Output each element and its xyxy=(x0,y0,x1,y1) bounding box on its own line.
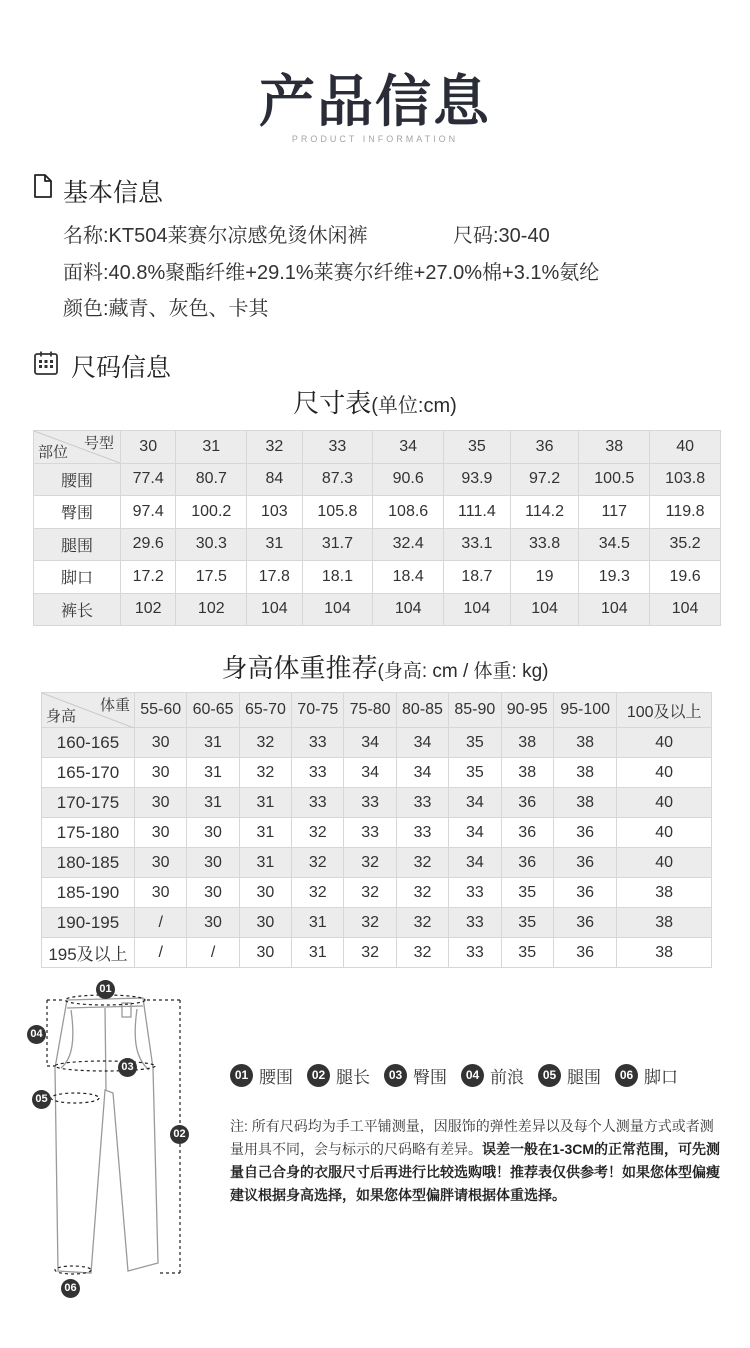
table-cell: 17.8 xyxy=(247,561,302,594)
table-cell: 30 xyxy=(135,848,187,878)
height-row-label: 185-190 xyxy=(42,878,135,908)
legend-number-badge: 01 xyxy=(230,1064,253,1087)
table-cell: 30 xyxy=(187,908,239,938)
table-cell: 34 xyxy=(396,728,448,758)
table-cell: 33 xyxy=(396,788,448,818)
table-cell: 18.7 xyxy=(444,561,511,594)
table-cell: 36 xyxy=(553,908,616,938)
size-column-header: 33 xyxy=(302,431,373,464)
table-cell: 35.2 xyxy=(650,528,721,561)
recommend-title xyxy=(0,648,750,685)
size-column-header: 35 xyxy=(444,431,511,464)
table-cell: / xyxy=(187,938,239,968)
table-cell: 38 xyxy=(553,788,616,818)
table-row xyxy=(42,938,712,968)
table-cell: 33.8 xyxy=(510,528,579,561)
table-cell: 33 xyxy=(449,908,501,938)
corner-top-label: 号型 xyxy=(83,435,114,452)
pants-outline-icon xyxy=(25,978,195,1298)
table-cell: 36 xyxy=(553,848,616,878)
table-cell: 32 xyxy=(396,848,448,878)
legend-label: 前浪 xyxy=(490,1068,524,1087)
weight-column-header: 75-80 xyxy=(344,693,396,728)
table-cell: 104 xyxy=(650,593,721,626)
table-cell: 34 xyxy=(449,788,501,818)
size-column-header: 32 xyxy=(247,431,302,464)
size-column-header: 40 xyxy=(650,431,721,464)
table-cell: 30 xyxy=(135,818,187,848)
table-cell: 31 xyxy=(187,788,239,818)
note-normal-text: 注: 所有尺码均为手工平铺测量，因服饰的弹性差异以及每个人测量方式或者测量用具不同，会与标示的尺码略有差异。 xyxy=(230,1118,714,1157)
diagram-label-03: 03 xyxy=(118,1058,137,1077)
table-row xyxy=(42,878,712,908)
pants-measurement-diagram xyxy=(25,978,195,1298)
product-colors: 颜色:藏青、灰色、卡其 xyxy=(63,298,269,320)
size-table-title-text: 尺寸表 xyxy=(293,388,372,418)
legend-item xyxy=(615,1063,678,1088)
height-row-label: 180-185 xyxy=(42,848,135,878)
table-cell: 36 xyxy=(553,938,616,968)
size-info-heading: 尺码信息 xyxy=(71,354,172,382)
table-cell: 38 xyxy=(617,938,712,968)
table-cell: 114.2 xyxy=(510,496,579,529)
weight-column-header: 70-75 xyxy=(292,693,344,728)
row-label: 脚口 xyxy=(34,561,121,594)
recommend-table-corner xyxy=(42,693,135,728)
table-cell: 117 xyxy=(579,496,650,529)
table-cell: 35 xyxy=(501,938,553,968)
legend-label: 腰围 xyxy=(259,1068,293,1087)
table-cell: 30 xyxy=(135,728,187,758)
table-cell: 31 xyxy=(247,528,302,561)
table-cell: 32 xyxy=(292,818,344,848)
table-cell: 33 xyxy=(396,818,448,848)
table-cell: 32 xyxy=(344,938,396,968)
table-cell: 87.3 xyxy=(302,463,373,496)
table-cell: 32 xyxy=(396,908,448,938)
weight-column-header: 80-85 xyxy=(396,693,448,728)
table-cell: 31 xyxy=(187,728,239,758)
legend-item xyxy=(384,1063,447,1088)
row-label: 裤长 xyxy=(34,593,121,626)
table-cell: 38 xyxy=(501,758,553,788)
table-cell: 30 xyxy=(187,878,239,908)
legend-item xyxy=(230,1063,293,1088)
page-title: 产品信息 xyxy=(259,70,491,133)
size-table-unit: (单位:cm) xyxy=(371,395,457,417)
table-cell: 19 xyxy=(510,561,579,594)
size-column-header: 36 xyxy=(510,431,579,464)
basic-info-heading: 基本信息 xyxy=(63,179,164,207)
diagram-label-02: 02 xyxy=(170,1125,189,1144)
measurement-legend xyxy=(230,1063,750,1088)
product-fabric: 面料:40.8%聚酯纤维+29.1%莱赛尔纤维+27.0%棉+3.1%氨纶 xyxy=(63,262,600,284)
corner-bottom-label: 部位 xyxy=(38,443,69,461)
diagram-label-01: 01 xyxy=(96,980,115,999)
table-cell: 17.2 xyxy=(121,561,176,594)
table-cell: 32 xyxy=(239,758,291,788)
table-cell: / xyxy=(135,908,187,938)
table-cell: 34 xyxy=(449,848,501,878)
legend-item xyxy=(538,1063,601,1088)
legend-label: 脚口 xyxy=(644,1068,678,1087)
table-cell: 104 xyxy=(579,593,650,626)
recommend-title-text: 身高体重推荐 xyxy=(221,653,378,683)
recommend-table xyxy=(41,692,712,968)
table-cell: 34 xyxy=(449,818,501,848)
table-cell: 38 xyxy=(617,908,712,938)
table-cell: 36 xyxy=(553,878,616,908)
table-cell: 35 xyxy=(449,728,501,758)
weight-column-header: 65-70 xyxy=(239,693,291,728)
table-cell: 40 xyxy=(617,728,712,758)
diagram-label-04: 04 xyxy=(27,1025,46,1044)
legend-item xyxy=(307,1063,370,1088)
height-row-label: 190-195 xyxy=(42,908,135,938)
table-cell: 31 xyxy=(187,758,239,788)
product-name: 名称:KT504莱赛尔凉感免烫休闲裤 xyxy=(63,225,368,247)
table-cell: 31 xyxy=(239,848,291,878)
weight-column-header: 100及以上 xyxy=(617,693,712,728)
size-table-header-row xyxy=(34,431,721,464)
table-cell: 33.1 xyxy=(444,528,511,561)
table-cell: 31 xyxy=(292,938,344,968)
weight-column-header: 55-60 xyxy=(135,693,187,728)
row-label: 臀围 xyxy=(34,496,121,529)
table-cell: 32 xyxy=(396,878,448,908)
row-label: 腿围 xyxy=(34,528,121,561)
table-cell: 97.4 xyxy=(121,496,176,529)
table-cell: 38 xyxy=(617,878,712,908)
table-cell: 32.4 xyxy=(373,528,444,561)
table-cell: 32 xyxy=(239,728,291,758)
table-cell: 36 xyxy=(501,818,553,848)
table-cell: 108.6 xyxy=(373,496,444,529)
weight-column-header: 95-100 xyxy=(553,693,616,728)
table-cell: 103.8 xyxy=(650,463,721,496)
table-cell: 80.7 xyxy=(176,463,247,496)
table-row xyxy=(42,818,712,848)
table-cell: 30 xyxy=(187,818,239,848)
table-row xyxy=(34,496,721,529)
table-cell: 32 xyxy=(344,878,396,908)
table-cell: 104 xyxy=(373,593,444,626)
height-row-label: 165-170 xyxy=(42,758,135,788)
table-cell: 35 xyxy=(501,908,553,938)
size-column-header: 34 xyxy=(373,431,444,464)
size-column-header: 31 xyxy=(176,431,247,464)
table-cell: 40 xyxy=(617,848,712,878)
table-cell: 32 xyxy=(396,938,448,968)
table-cell: 36 xyxy=(553,818,616,848)
table-cell: 104 xyxy=(444,593,511,626)
height-row-label: 195及以上 xyxy=(42,938,135,968)
weight-column-header: 60-65 xyxy=(187,693,239,728)
table-row xyxy=(42,908,712,938)
table-cell: 31 xyxy=(239,788,291,818)
table-cell: 38 xyxy=(553,728,616,758)
note-bold-text: 误差一般在1-3CM的正常范围，可先测量自己合身的衣服尺寸后再进行比较选购哦！推荐表仅供参考！如果您体型偏瘦建议根据身高选择，如果您体型偏胖请根据体重选择。 xyxy=(230,1141,721,1203)
table-cell: 32 xyxy=(292,848,344,878)
table-row xyxy=(42,788,712,818)
table-cell: 36 xyxy=(501,788,553,818)
table-row xyxy=(42,758,712,788)
legend-number-badge: 02 xyxy=(307,1064,330,1087)
table-cell: 38 xyxy=(501,728,553,758)
height-row-label: 170-175 xyxy=(42,788,135,818)
table-cell: 31 xyxy=(239,818,291,848)
table-cell: 103 xyxy=(247,496,302,529)
table-cell: 119.8 xyxy=(650,496,721,529)
table-cell: 33 xyxy=(344,818,396,848)
table-cell: 35 xyxy=(449,758,501,788)
size-table-title xyxy=(0,383,750,420)
table-cell: 30 xyxy=(239,938,291,968)
table-cell: 102 xyxy=(176,593,247,626)
size-column-header: 38 xyxy=(579,431,650,464)
weight-column-header: 90-95 xyxy=(501,693,553,728)
legend-label: 腿长 xyxy=(336,1068,370,1087)
legend-number-badge: 04 xyxy=(461,1064,484,1087)
table-cell: 111.4 xyxy=(444,496,511,529)
table-cell: 31 xyxy=(292,908,344,938)
table-cell: 100.2 xyxy=(176,496,247,529)
legend-label: 臀围 xyxy=(413,1068,447,1087)
table-cell: 33 xyxy=(292,788,344,818)
table-cell: 32 xyxy=(344,908,396,938)
table-cell: 38 xyxy=(553,758,616,788)
legend-number-badge: 03 xyxy=(384,1064,407,1087)
size-table xyxy=(33,430,721,626)
table-cell: 34 xyxy=(344,728,396,758)
table-row xyxy=(34,528,721,561)
calendar-icon xyxy=(33,350,59,381)
table-cell: 19.3 xyxy=(579,561,650,594)
table-cell: 30 xyxy=(135,788,187,818)
table-cell: 93.9 xyxy=(444,463,511,496)
table-cell: 100.5 xyxy=(579,463,650,496)
legend-number-badge: 05 xyxy=(538,1064,561,1087)
recommend-table-header-row xyxy=(42,693,712,728)
row-label: 腰围 xyxy=(34,463,121,496)
height-row-label: 160-165 xyxy=(42,728,135,758)
table-cell: 19.6 xyxy=(650,561,721,594)
table-cell: 40 xyxy=(617,788,712,818)
table-cell: 84 xyxy=(247,463,302,496)
table-row xyxy=(34,593,721,626)
table-cell: 30 xyxy=(239,878,291,908)
table-cell: 104 xyxy=(510,593,579,626)
table-cell: 102 xyxy=(121,593,176,626)
table-cell: 30 xyxy=(187,848,239,878)
table-cell: 32 xyxy=(344,848,396,878)
table-cell: 30 xyxy=(135,758,187,788)
diagram-label-06: 06 xyxy=(61,1279,80,1298)
table-cell: / xyxy=(135,938,187,968)
table-cell: 97.2 xyxy=(510,463,579,496)
table-cell: 17.5 xyxy=(176,561,247,594)
table-cell: 32 xyxy=(292,878,344,908)
corner-top-label: 体重 xyxy=(99,697,130,714)
table-cell: 90.6 xyxy=(373,463,444,496)
table-cell: 33 xyxy=(344,788,396,818)
product-size-range: 尺码:30-40 xyxy=(453,225,550,247)
table-row xyxy=(42,848,712,878)
table-cell: 33 xyxy=(292,728,344,758)
table-cell: 18.4 xyxy=(373,561,444,594)
table-cell: 18.1 xyxy=(302,561,373,594)
table-cell: 29.6 xyxy=(121,528,176,561)
legend-label: 腿围 xyxy=(567,1068,601,1087)
table-cell: 30 xyxy=(135,878,187,908)
document-icon xyxy=(33,174,53,203)
table-cell: 30 xyxy=(239,908,291,938)
measurement-note xyxy=(230,1115,720,1207)
table-row xyxy=(42,728,712,758)
size-table-corner xyxy=(34,431,121,464)
table-cell: 40 xyxy=(617,818,712,848)
table-cell: 105.8 xyxy=(302,496,373,529)
table-cell: 30.3 xyxy=(176,528,247,561)
legend-item xyxy=(461,1063,524,1088)
weight-column-header: 85-90 xyxy=(449,693,501,728)
table-cell: 34 xyxy=(396,758,448,788)
table-row xyxy=(34,463,721,496)
corner-bottom-label: 身高 xyxy=(46,708,77,725)
table-cell: 104 xyxy=(302,593,373,626)
recommend-unit: (身高: cm / 体重: kg) xyxy=(377,661,549,682)
table-row xyxy=(34,561,721,594)
height-row-label: 175-180 xyxy=(42,818,135,848)
legend-number-badge: 06 xyxy=(615,1064,638,1087)
table-cell: 77.4 xyxy=(121,463,176,496)
table-cell: 40 xyxy=(617,758,712,788)
table-cell: 35 xyxy=(501,878,553,908)
table-cell: 34 xyxy=(344,758,396,788)
table-cell: 36 xyxy=(501,848,553,878)
table-cell: 33 xyxy=(449,878,501,908)
size-column-header: 30 xyxy=(121,431,176,464)
table-cell: 104 xyxy=(247,593,302,626)
page-subtitle: PRODUCT INFORMATION xyxy=(291,134,459,144)
table-cell: 33 xyxy=(449,938,501,968)
diagram-label-05: 05 xyxy=(32,1090,51,1109)
table-cell: 34.5 xyxy=(579,528,650,561)
table-cell: 31.7 xyxy=(302,528,373,561)
table-cell: 33 xyxy=(292,758,344,788)
